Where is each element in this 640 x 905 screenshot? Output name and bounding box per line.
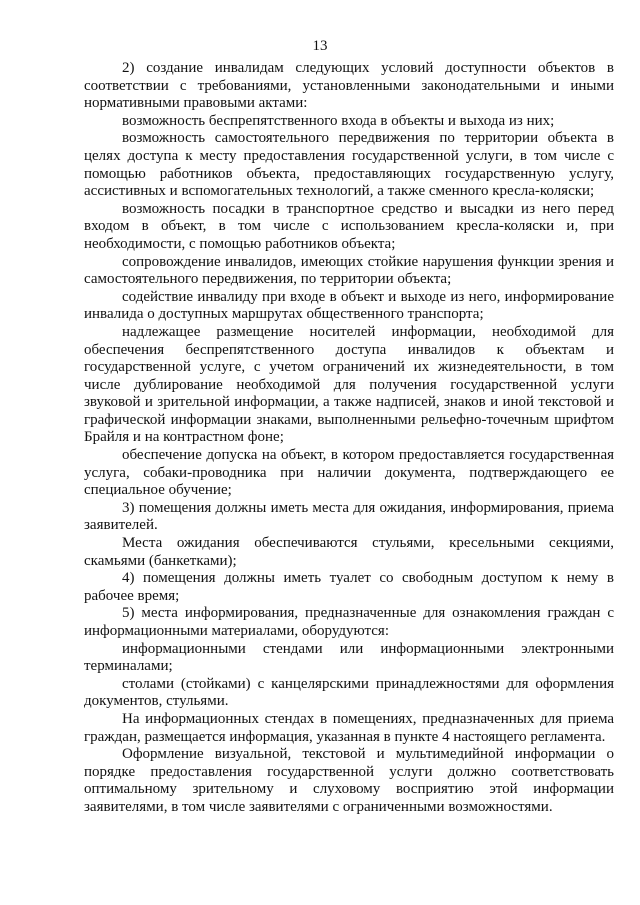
paragraph-escort: сопровождение инвалидов, имеющих стойкие нарушения функции зрения и самостоятельного передвижения, по территории объекта;	[84, 253, 614, 288]
paragraph-boarding: возможность посадки в транспортное средство и высадки из него перед входом в объект, в том числе с использованием кресла-коляски и, при необходимости, с помощью работников объекта;	[84, 200, 614, 252]
page-number: 13	[312, 38, 328, 54]
paragraph-information-placement: надлежащее размещение носителей информации, необходимой для обеспечения беспрепятственного доступа инвалидов к объектам и государственной услуге, с учетом ограничений их жизнедеятельности, в том числе дублирование необходимой для получения государственной услуги звуковой и зрительной информации, а также надписей, знаков и иной текстовой и графической информации знаками, выполненными рельефно-точечным шрифтом Брайля и на контрастном фоне;	[84, 323, 614, 446]
paragraph-toilet: 4) помещения должны иметь туалет со свободным доступом к нему в рабочее время;	[84, 570, 614, 604]
paragraph-guide-dog: обеспечение допуска на объект, в котором предоставляется государственная услуга, собаки-проводника при наличии документа, подтверждающего ее специальное обучение;	[84, 447, 614, 499]
paragraph-info-stands: На информационных стендах в помещениях, предназначенных для приема граждан, размещается информация, указанная в пункте 4 настоящего регламента.	[84, 710, 614, 745]
paragraph-accessibility-conditions: 2) создание инвалидам следующих условий доступности объектов в соответствии с требованиями, установленными законодательными и иными нормативными правовыми актами:	[84, 60, 614, 112]
paragraph-info-places: 5) места информирования, предназначенные для ознакомления граждан с информационными материалами, оборудуются:	[84, 605, 614, 639]
paragraph-stands-terminals: информационными стендами или информационными электронными терминалами;	[84, 640, 614, 675]
paragraph-waiting-places: 3) помещения должны иметь места для ожидания, информирования, приема заявителей.	[84, 499, 614, 534]
paragraph-desks: столами (стойками) с канцелярскими принадлежностями для оформления документов, стульями.	[84, 675, 614, 710]
paragraph-assistance: содействие инвалиду при входе в объект и выходе из него, информирование инвалида о доступных маршрутах общественного транспорта;	[84, 288, 614, 323]
document-body	[84, 60, 614, 817]
paragraph-design-requirements: Оформление визуальной, текстовой и мультимедийной информации о порядке предоставления государственной услуги должно соответствовать оптимальному зрительному и слуховому восприятию этой информации заявителями, в том числе заявителями с ограниченными возможностями.	[84, 746, 614, 815]
paragraph-entry-exit: возможность беспрепятственного входа в объекты и выхода из них;	[122, 112, 555, 129]
paragraph-movement: возможность самостоятельного передвижения по территории объекта в целях доступа к месту предоставления государственной услуги, в том числе с помощью работников объекта, предоставляющих государственную услугу, ассистивных и вспомогательных технологий, а также сменного кресла-коляски;	[84, 130, 614, 200]
paragraph-seating: Места ожидания обеспечиваются стульями, кресельными секциями, скамьями (банкетками);	[84, 535, 614, 569]
